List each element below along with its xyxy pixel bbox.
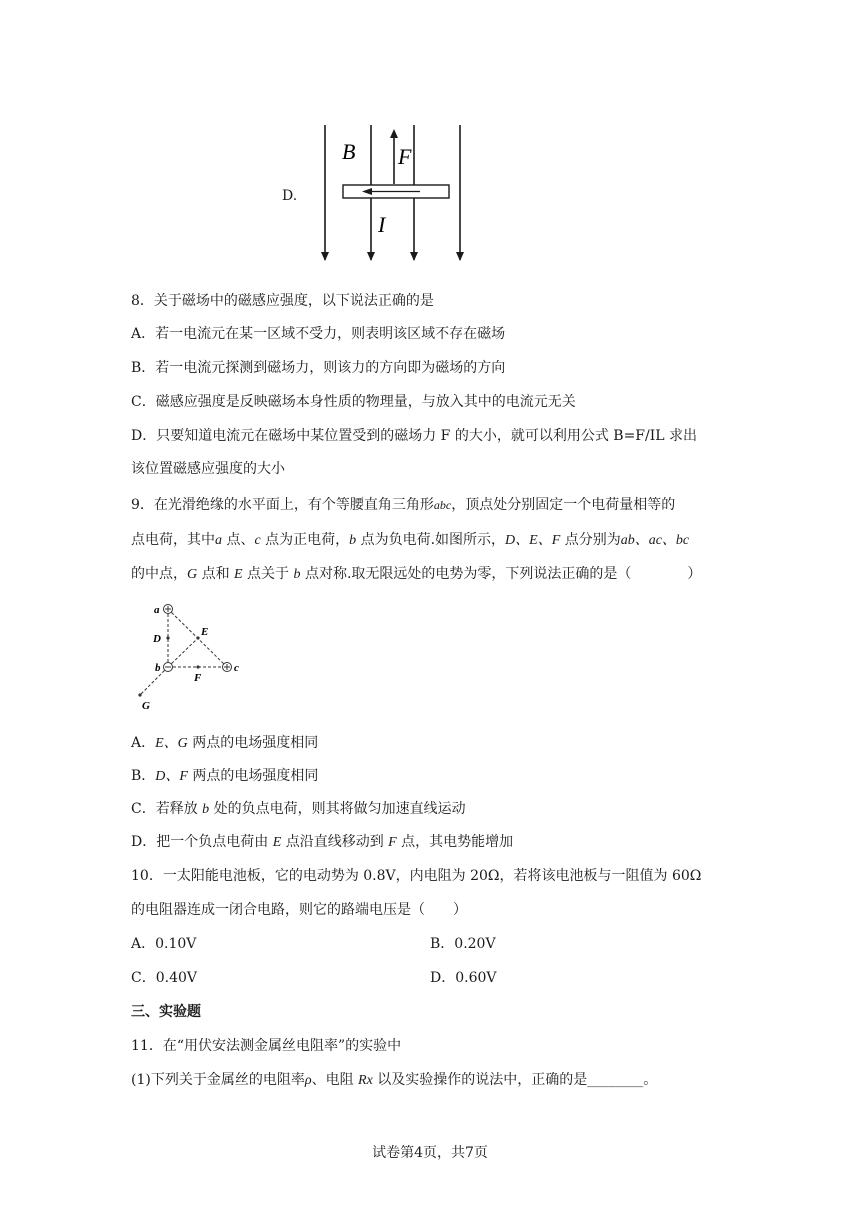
q10-stem-line-1: 10．一太阳能电池板，它的电动势为 0.8V，内电阻为 20Ω，若将该电池板与一阻值为 60Ω xyxy=(131,868,702,884)
page-footer: 试卷第4页，共7页 xyxy=(372,1145,488,1161)
q11-sub1: (1)下列关于金属丝的电阻率ρ、电阻 Rx 以及实验操作的说法中，正确的是________。 xyxy=(131,1072,658,1088)
q9-option-a: A．E、G 两点的电场强度相同 xyxy=(131,735,319,751)
q7-option-d-label: D. xyxy=(282,188,298,204)
q9-triangle-figure xyxy=(128,597,248,717)
label-d: D xyxy=(153,633,161,645)
q9-stem-line-1: 9．在光滑绝缘的水平面上，有个等腰直角三角形abc，顶点处分别固定一个电荷量相等的 xyxy=(131,497,676,513)
q9-option-d: D．把一个负点电荷由 E 点沿直线移动到 F 点，其电势能增加 xyxy=(131,834,514,850)
q10-option-d: D．0.60V xyxy=(430,970,497,986)
q9-stem-line-3: 的中点，G 点和 E 点关于 b 点对称.取无限远处的电势为零，下列说法正确的是（ ） xyxy=(131,566,702,582)
label-current: I xyxy=(378,212,386,237)
q8-option-d-cont: 该位置磁感应强度的大小 xyxy=(131,461,285,477)
label-e: E xyxy=(201,626,209,638)
q10-option-a: A．0.10V xyxy=(131,936,197,952)
q9-option-c: C．若释放 b 处的负点电荷，则其将做匀加速直线运动 xyxy=(131,801,466,817)
q9-stem-line-2: 点电荷，其中a 点、c 点为正电荷，b 点为负电荷.如图所示，D、E、F 点分别为ab、ac、bc xyxy=(131,532,690,548)
section-title-experiments: 三、实验题 xyxy=(131,1004,201,1020)
q10-option-b: B．0.20V xyxy=(430,936,496,952)
q9-option-b: B．D、F 两点的电场强度相同 xyxy=(131,768,319,784)
q8-option-b: B．若一电流元探测到磁场力，则该力的方向即为磁场的方向 xyxy=(131,360,506,376)
q7-magnetic-field-figure xyxy=(316,122,476,272)
label-c: c xyxy=(234,662,239,674)
q10-stem-line-2: 的电阻器连成一闭合电路，则它的路端电压是（ ） xyxy=(131,902,467,918)
label-force: F xyxy=(398,144,412,169)
q11-stem: 11．在“用伏安法测金属丝电阻率”的实验中 xyxy=(131,1038,402,1054)
q8-option-a: A．若一电流元在某一区域不受力，则表明该区域不存在磁场 xyxy=(131,326,506,342)
label-b-field: B xyxy=(342,139,356,164)
label-a: a xyxy=(154,604,160,616)
q8-option-c: C．磁感应强度是反映磁场本身性质的物理量，与放入其中的电流元无关 xyxy=(131,394,576,410)
q8-stem: 8．关于磁场中的磁感应强度，以下说法正确的是 xyxy=(131,293,434,309)
q10-option-c: C．0.40V xyxy=(131,970,197,986)
label-g: G xyxy=(142,700,150,712)
label-b: b xyxy=(155,662,161,674)
q8-option-d: D．只要知道电流元在磁场中某位置受到的磁场力 F 的大小，就可以利用公式 B=F/IL 求出 xyxy=(131,428,698,444)
label-f: F xyxy=(194,672,202,684)
